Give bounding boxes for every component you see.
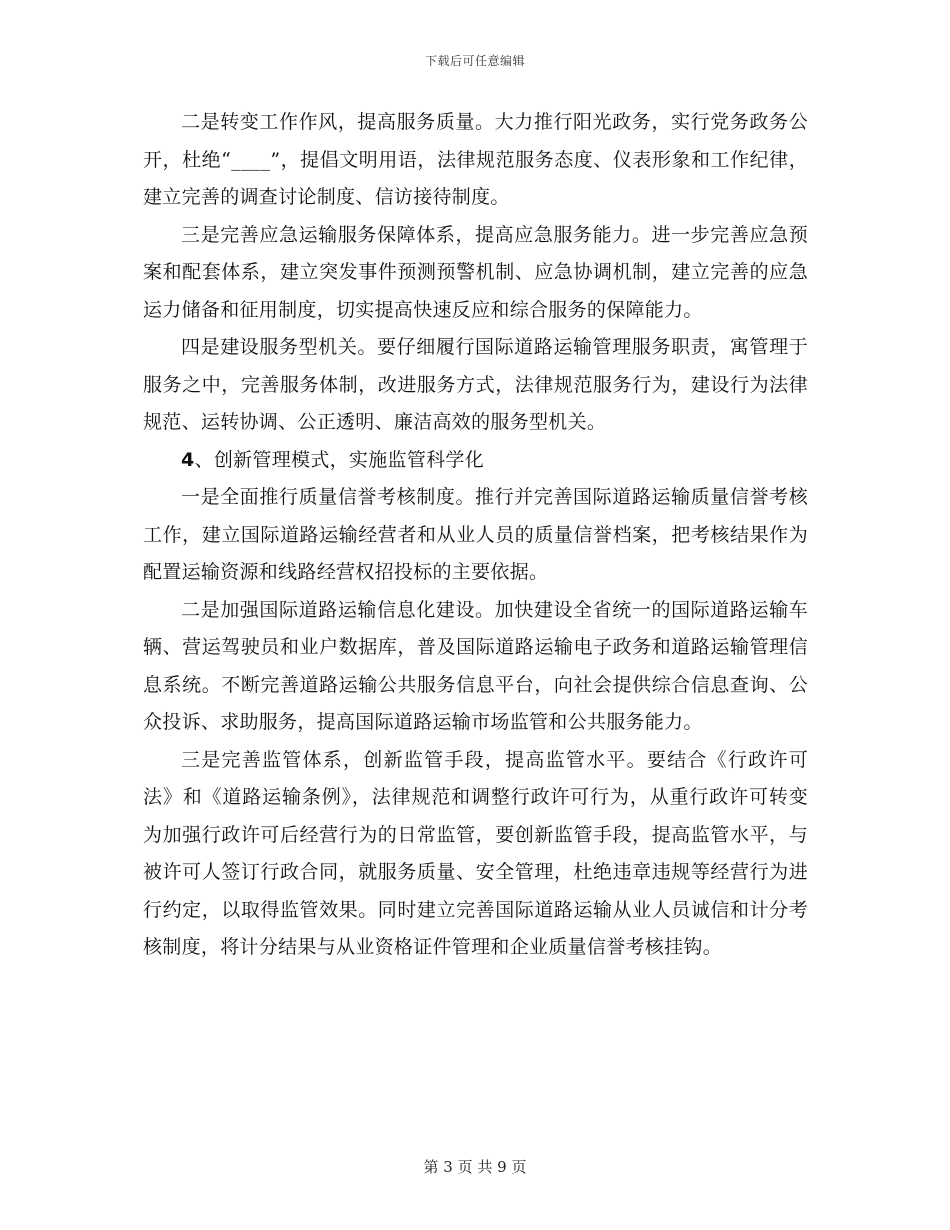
page-number: 第 3 页 共 9 页 (423, 1158, 527, 1176)
paragraph-service-quality: 二是转变工作作风，提高服务质量。大力推行阳光政务，实行党务政务公开，杜绝“____”，提倡文明用语，法律规范服务态度、仪表形象和工作纪律，建立完善的调查讨论制度、信访接待制度。 (143, 111, 808, 208)
paragraph-credit-assessment: 一是全面推行质量信誉考核制度。推行并完善国际道路运输质量信誉考核工作，建立国际道路运输经营者和从业人员的质量信誉档案，把考核结果作为配置运输资源和线路经营权招投标的主要依据。 (143, 486, 808, 583)
paragraph-emergency-service: 三是完善应急运输服务保障体系，提高应急服务能力。进一步完善应急预案和配套体系，建立突发事件预测预警机制、应急协调机制，建立完善的应急运力储备和征用制度，切实提高快速反应和综合服务的保障能力。 (143, 223, 808, 321)
section-heading (143, 442, 808, 480)
paragraph-supervision: 三是完善监管体系，创新监管手段，提高监管水平。要结合《行政许可法》和《道路运输条例》，法律规范和调整行政许可行为，从重行政许可转变为加强行政许可后经营行为的日常监管，要创新监管手段，提高监管水平，与被许可人签订行政合同，就服务质量、安全管理，杜绝违章违规等经营行为进行约定，以取得监管效果。同时建立完善国际道路运输从业人员诚信和计分考核制度，将计分结果与从业资格证件管理和企业质量信誉考核挂钩。 (143, 748, 808, 958)
section-title: 、创新管理模式，实施监管科学化 (194, 448, 485, 471)
section-number: 4 (181, 448, 195, 471)
header-note: 下载后可任意编辑 (424, 54, 525, 68)
document-body (143, 104, 808, 967)
paragraph-informatization: 二是加强国际道路运输信息化建设。加快建设全省统一的国际道路运输车辆、营运驾驶员和业户数据库，普及国际道路运输电子政务和道路运输管理信息系统。不断完善道路运输公共服务信息平台，向社会提供综合信息查询、公众投诉、求助服务，提高国际道路运输市场监管和公共服务能力。 (143, 598, 808, 733)
paragraph-service-agency: 四是建设服务型机关。要仔细履行国际道路运输管理服务职责，寓管理于服务之中，完善服务体制，改进服务方式，法律规范服务行为，建设行为法律规范、运转协调、公正透明、廉洁高效的服务型机关。 (143, 336, 808, 433)
